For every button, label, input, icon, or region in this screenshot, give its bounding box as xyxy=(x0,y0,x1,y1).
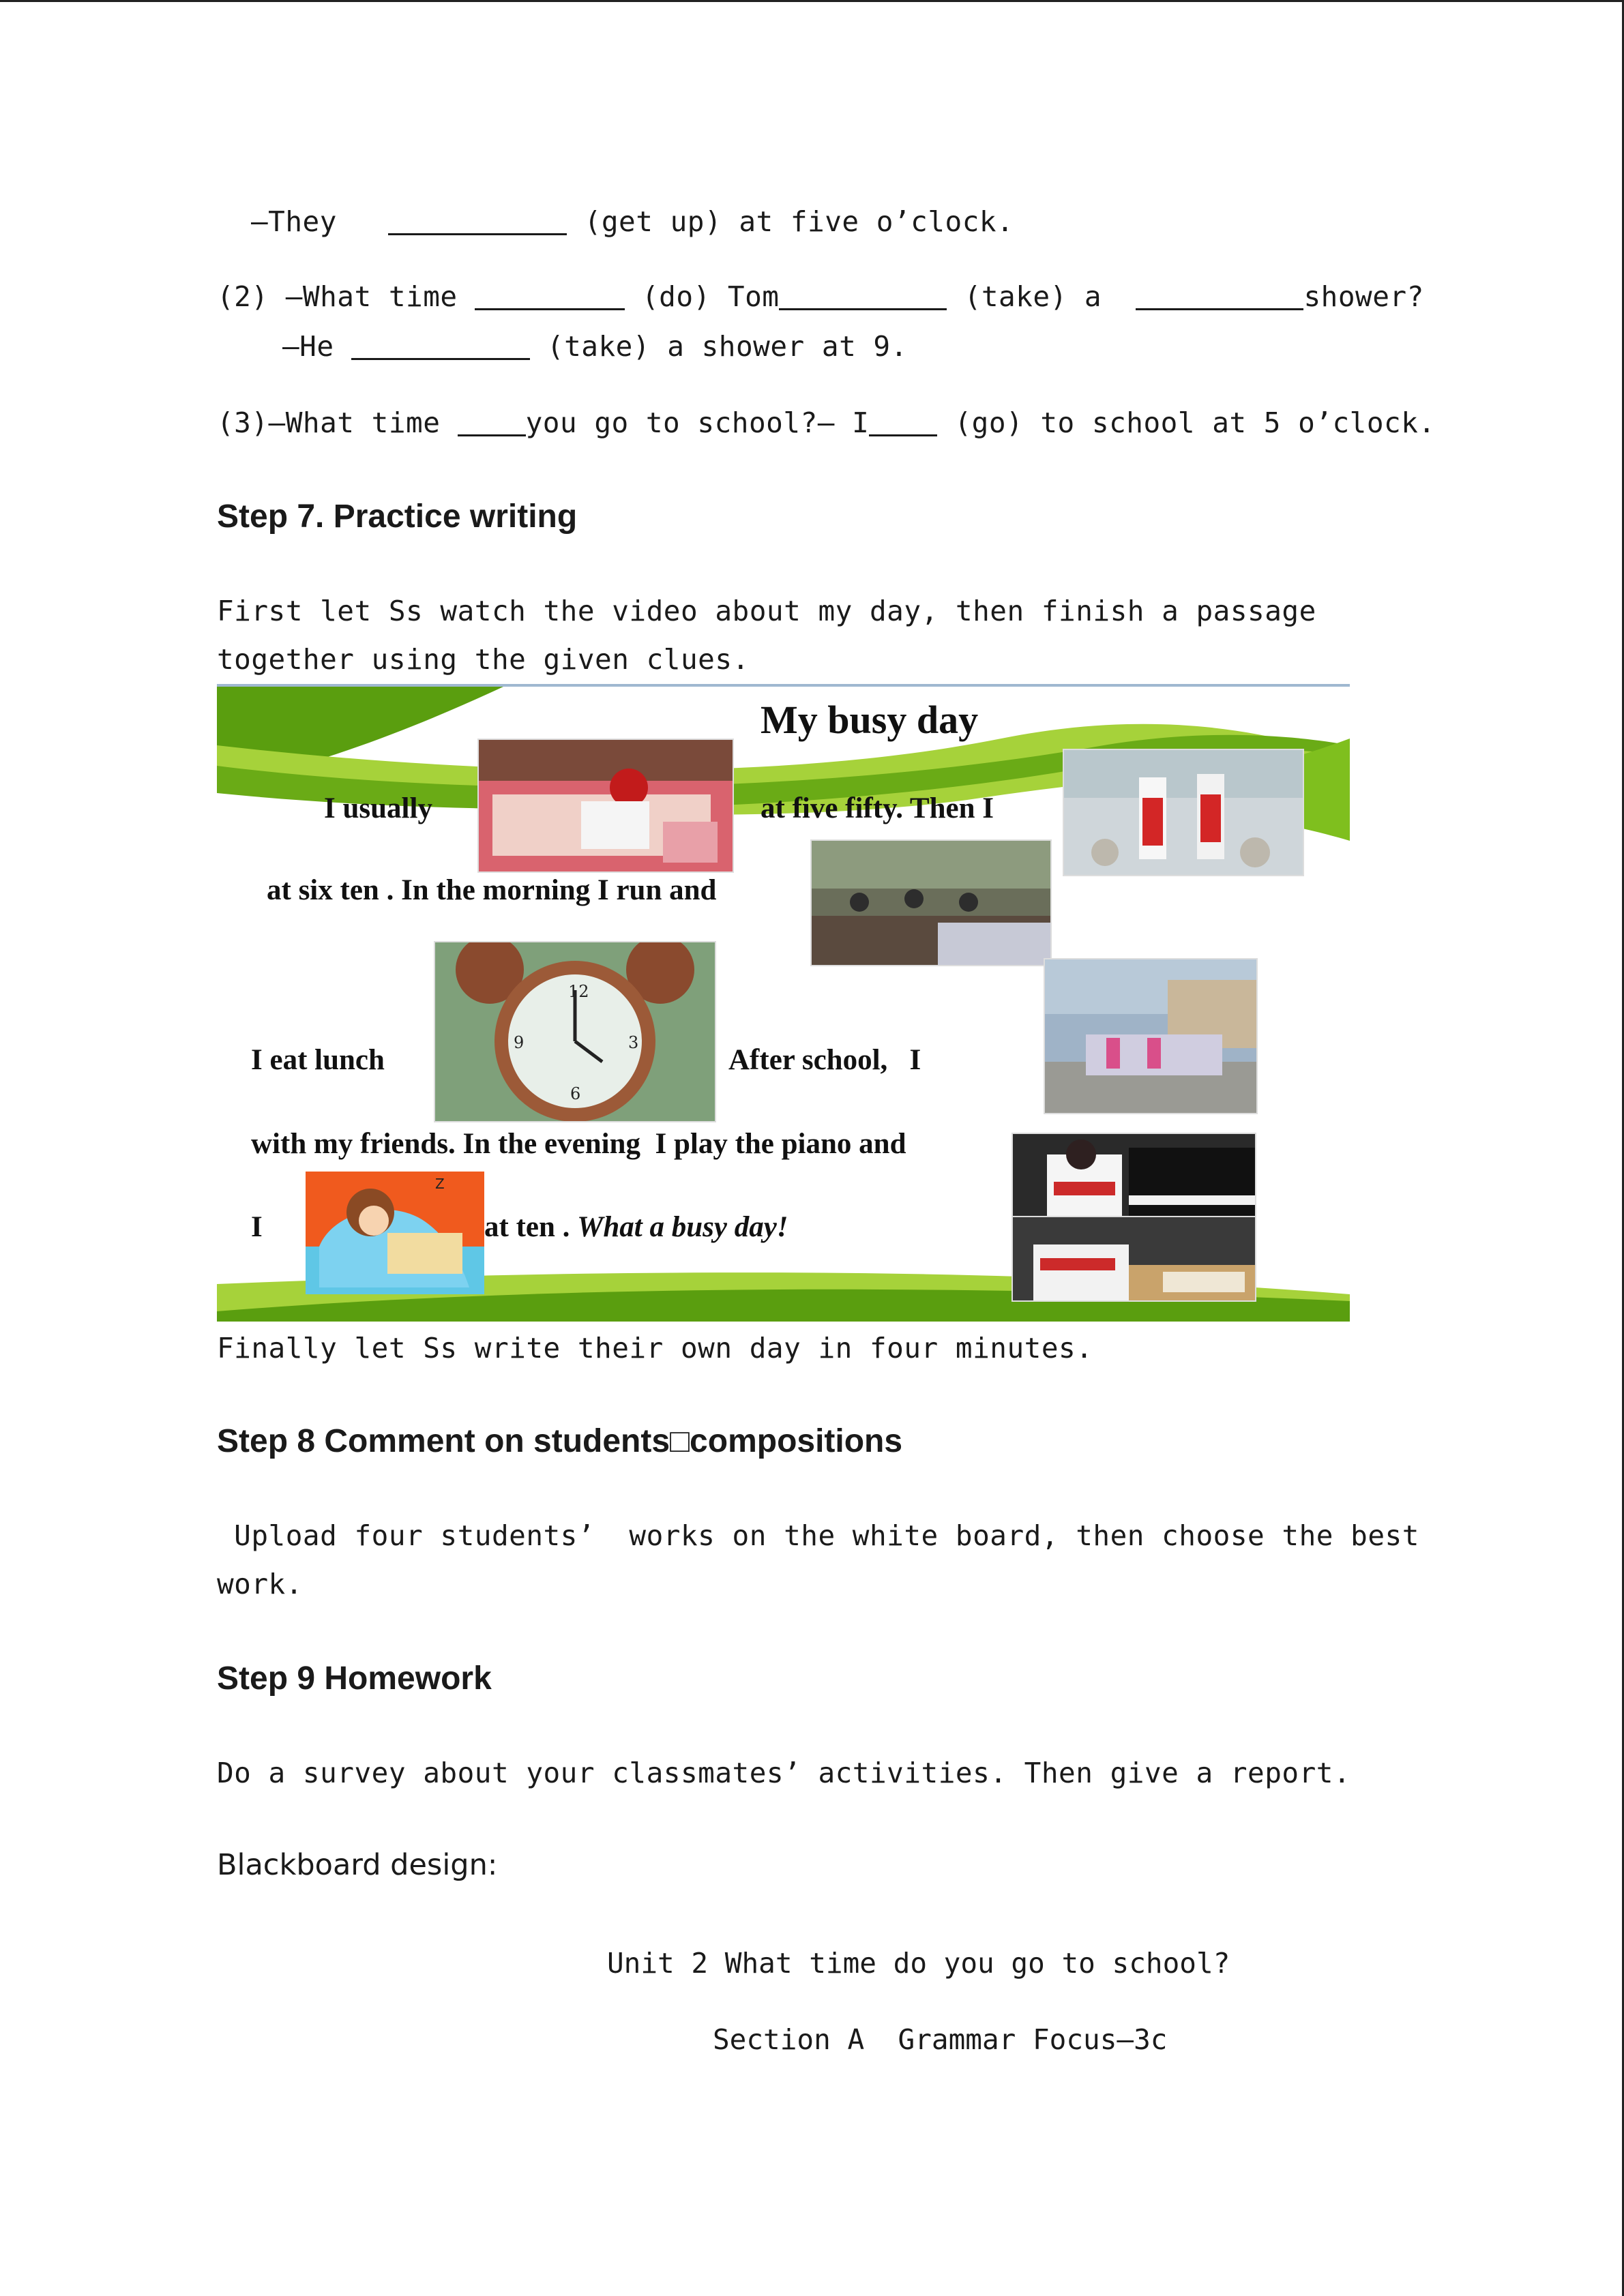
photo-playing-piano xyxy=(1012,1133,1256,1219)
figure-text-usually: I usually xyxy=(324,792,432,824)
photo-students-walking xyxy=(1063,749,1304,876)
figure-title: My busy day xyxy=(761,698,979,742)
svg-text:6: 6 xyxy=(570,1084,581,1103)
svg-text:12: 12 xyxy=(568,982,589,1001)
step8-paragraph-line1: Upload four students’ works on the white board, then choose the best xyxy=(217,1519,1419,1552)
my-busy-day-figure xyxy=(217,684,1350,1322)
exercise-item-2-answer: —He (take) a shower at 9. xyxy=(282,330,908,363)
svg-text:9: 9 xyxy=(514,1033,525,1052)
exercise-item-3: (3)—What time you go to school?— I (go) to school at 5 o’clock. xyxy=(217,406,1436,439)
step9-heading: Step 9 Homework xyxy=(217,1660,492,1697)
step7-after-figure: Finally let Ss write their own day in four minutes. xyxy=(217,1332,1093,1365)
step7-heading: Step 7. Practice writing xyxy=(217,498,578,535)
photo-morning-exercise xyxy=(810,839,1052,966)
figure-text-eat-lunch: I eat lunch xyxy=(251,1044,385,1076)
blackboard-subtitle: Section A Grammar Focus—3c xyxy=(713,2023,1168,2056)
blackboard-title: Unit 2 What time do you go to school? xyxy=(607,1947,1230,1980)
figure-text-evening: with my friends. In the evening I play the piano and xyxy=(251,1128,906,1160)
svg-text:3: 3 xyxy=(628,1033,639,1052)
blackboard-label: Blackboard design: xyxy=(217,1848,498,1882)
figure-text-at-ten: at ten . What a busy day! xyxy=(484,1211,788,1243)
step7-paragraph-line1: First let Ss watch the video about my day, then finish a passage xyxy=(217,595,1316,627)
photo-doing-homework xyxy=(1012,1216,1256,1302)
photo-making-bed xyxy=(477,739,734,873)
cartoon-sleeping xyxy=(306,1172,484,1294)
figure-text-what-a-busy-day: What a busy day! xyxy=(577,1211,788,1243)
svg-text:Z: Z xyxy=(435,1176,445,1192)
exercise-line-1: —They (get up) at five o’clock. xyxy=(251,205,1014,238)
step8-heading: Step 8 Comment on students□compositions xyxy=(217,1423,903,1459)
step7-paragraph-line2: together using the given clues. xyxy=(217,643,750,676)
step9-paragraph: Do a survey about your classmates’ activities. Then give a report. xyxy=(217,1757,1351,1789)
exercise-item-2-question: (2) —What time (do) Tom (take) a shower? xyxy=(217,280,1424,313)
figure-text-after-school: After school, I xyxy=(728,1044,921,1076)
figure-text-i: I xyxy=(251,1211,263,1243)
step8-paragraph-line2: work. xyxy=(217,1568,303,1600)
figure-text-six-ten: at six ten . In the morning I run and xyxy=(267,874,717,906)
photo-friends-group xyxy=(1044,958,1258,1114)
page-top-border xyxy=(0,0,1624,2)
photo-alarm-clock xyxy=(434,941,716,1122)
figure-text-five-fifty: at five fifty. Then I xyxy=(761,792,994,824)
